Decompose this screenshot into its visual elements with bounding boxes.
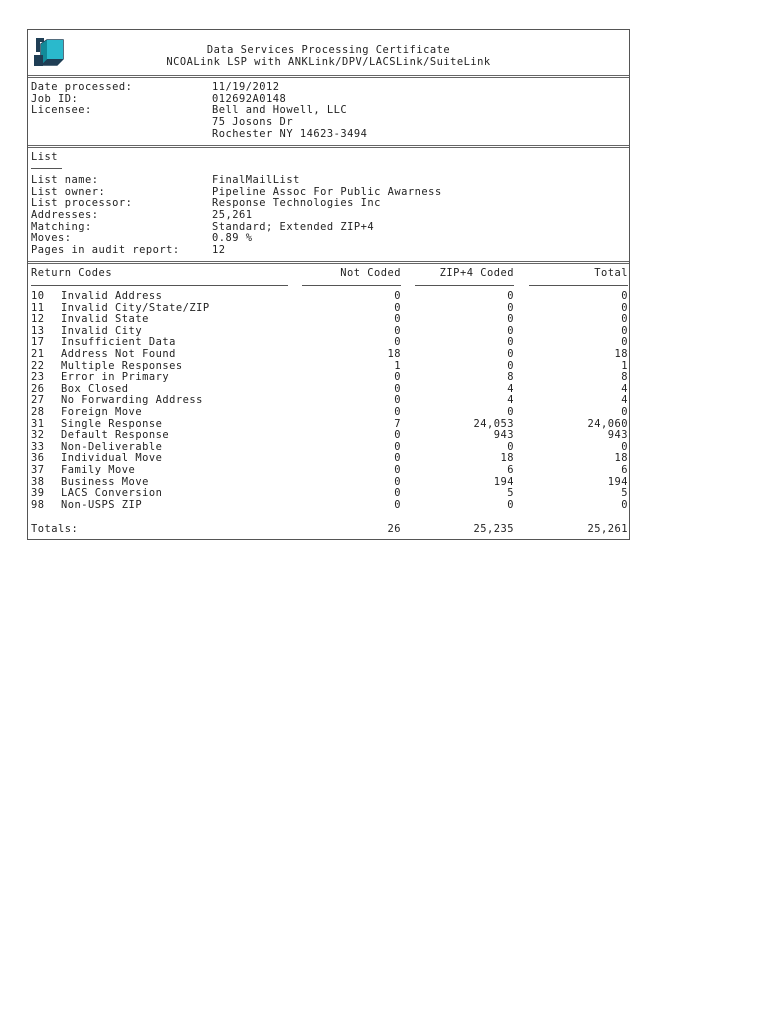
job-value: Bell and Howell, LLC (212, 104, 348, 116)
not-coded-value: 0 (394, 498, 401, 511)
return-code: 11 (31, 301, 45, 314)
not-coded-value: 0 (394, 464, 401, 476)
not-coded-value: 1 (394, 359, 401, 372)
zip4-coded-value: 6 (507, 464, 514, 476)
list-heading: List (31, 151, 59, 163)
not-coded-value: 0 (394, 371, 401, 384)
not-coded-value: 0 (394, 440, 401, 453)
header-rule (302, 285, 401, 286)
job-label: Licensee: (31, 104, 92, 116)
processing-certificate (27, 29, 630, 540)
return-code-description: Non-Deliverable (61, 440, 163, 453)
divider (28, 75, 629, 78)
total-value: 0 (621, 498, 628, 511)
zip4-coded-value: 0 (507, 336, 514, 349)
zip4-coded-value: 8 (507, 371, 514, 384)
not-coded-value: 0 (394, 487, 401, 500)
return-code: 26 (31, 382, 45, 395)
return-code: 32 (31, 429, 45, 442)
job-value: Rochester NY 14623-3494 (212, 128, 368, 140)
list-value: Standard; Extended ZIP+4 (212, 221, 375, 233)
job-label: Date processed: (31, 81, 133, 93)
total-value: 24,060 (587, 417, 628, 430)
zip4-coded-value: 0 (507, 348, 514, 360)
return-code-description: Invalid City/State/ZIP (61, 301, 210, 314)
list-value: FinalMailList (212, 174, 300, 186)
return-code: 28 (31, 406, 45, 418)
return-code: 37 (31, 464, 45, 476)
zip4-coded-value: 0 (507, 359, 514, 372)
zip4-coded-value: 4 (507, 394, 514, 407)
return-code: 13 (31, 324, 45, 337)
total-value: 0 (621, 290, 628, 302)
not-coded-value: 0 (394, 301, 401, 314)
return-code-description: Invalid State (61, 313, 149, 326)
zip4-coded-value: 5 (507, 487, 514, 500)
zip4-coded-value: 0 (507, 290, 514, 302)
job-label: Job ID: (31, 93, 79, 105)
list-label: Pages in audit report: (31, 244, 180, 256)
totals-total: 25,261 (587, 523, 628, 535)
total-value: 6 (621, 464, 628, 476)
return-code: 10 (31, 290, 45, 302)
return-code: 17 (31, 336, 45, 349)
return-code-description: Invalid City (61, 324, 143, 337)
zip4-coded-value: 18 (500, 452, 514, 465)
return-code-description: Single Response (61, 417, 163, 430)
list-heading-underline (31, 168, 62, 169)
not-coded-value: 0 (394, 313, 401, 326)
total-value: 0 (621, 440, 628, 453)
list-value: Response Technologies Inc (212, 197, 381, 209)
divider (28, 145, 629, 148)
total-value: 194 (607, 475, 628, 488)
not-coded-value: 0 (394, 406, 401, 418)
list-label: Moves: (31, 232, 72, 244)
not-coded-value: 0 (394, 336, 401, 349)
total-value: 18 (614, 452, 628, 465)
return-code-description: Multiple Responses (61, 359, 183, 372)
zip4-coded-value: 194 (493, 475, 514, 488)
total-value: 1 (621, 359, 628, 372)
total-value: 0 (621, 324, 628, 337)
not-coded-value: 0 (394, 394, 401, 407)
total-value: 943 (607, 429, 628, 442)
not-coded-header: Not Coded (340, 267, 401, 279)
return-code-description: Address Not Found (61, 348, 176, 360)
return-code: 27 (31, 394, 45, 407)
total-value: 0 (621, 406, 628, 418)
certificate-subtitle: NCOALink LSP with ANKLink/DPV/LACSLink/SuiteLink (166, 56, 491, 68)
zip4-coded-value: 24,053 (473, 417, 514, 430)
return-code-description: Business Move (61, 475, 149, 488)
return-code-description: Invalid Address (61, 290, 163, 302)
return-code-description: LACS Conversion (61, 487, 163, 500)
list-value: 25,261 (212, 209, 253, 221)
zip4-coded-header: ZIP+4 Coded (439, 267, 514, 279)
return-code: 39 (31, 487, 45, 500)
totals-label: Totals: (31, 523, 79, 535)
return-code-description: Non-USPS ZIP (61, 498, 143, 511)
not-coded-value: 0 (394, 324, 401, 337)
not-coded-value: 0 (394, 475, 401, 488)
not-coded-value: 18 (387, 348, 401, 360)
total-value: 4 (621, 394, 628, 407)
return-code: 38 (31, 475, 45, 488)
return-code: 33 (31, 440, 45, 453)
not-coded-value: 7 (394, 417, 401, 430)
certificate-header (28, 30, 629, 76)
zip4-coded-value: 4 (507, 382, 514, 395)
zip4-coded-value: 943 (493, 429, 514, 442)
list-label: List processor: (31, 197, 133, 209)
not-coded-value: 0 (394, 382, 401, 395)
total-value: 0 (621, 301, 628, 314)
return-codes-header: Return Codes (31, 267, 113, 279)
return-code: 21 (31, 348, 45, 360)
list-value: 12 (212, 244, 226, 256)
return-code-description: Default Response (61, 429, 170, 442)
total-value: 0 (621, 336, 628, 349)
list-label: List owner: (31, 186, 106, 198)
return-code: 98 (31, 498, 45, 511)
return-code-description: Individual Move (61, 452, 163, 465)
not-coded-value: 0 (394, 290, 401, 302)
zip4-coded-value: 0 (507, 440, 514, 453)
total-value: 0 (621, 313, 628, 326)
list-label: Matching: (31, 221, 92, 233)
zip4-coded-value: 0 (507, 301, 514, 314)
zip4-coded-value: 0 (507, 313, 514, 326)
header-rule (31, 285, 288, 286)
list-label: Addresses: (31, 209, 99, 221)
return-code-description: Box Closed (61, 382, 129, 395)
divider (28, 261, 629, 264)
not-coded-value: 0 (394, 429, 401, 442)
list-value: Pipeline Assoc For Public Awarness (212, 186, 442, 198)
list-label: List name: (31, 174, 99, 186)
total-value: 4 (621, 382, 628, 395)
return-code: 12 (31, 313, 45, 326)
total-value: 18 (614, 348, 628, 360)
list-value: 0.89 % (212, 232, 253, 244)
return-code-description: Family Move (61, 464, 136, 476)
return-code: 22 (31, 359, 45, 372)
total-value: 8 (621, 371, 628, 384)
totals-zip4-coded: 25,235 (473, 523, 514, 535)
total-header: Total (594, 267, 628, 279)
zip4-coded-value: 0 (507, 406, 514, 418)
header-rule (529, 285, 628, 286)
total-value: 5 (621, 487, 628, 500)
return-code: 23 (31, 371, 45, 384)
return-code-description: Error in Primary (61, 371, 170, 384)
certificate-title: Data Services Processing Certificate (206, 44, 451, 56)
return-code: 31 (31, 417, 45, 430)
return-code-description: Foreign Move (61, 406, 143, 418)
job-value: 012692A0148 (212, 93, 287, 105)
return-code: 36 (31, 452, 45, 465)
header-rule (415, 285, 514, 286)
return-code-description: Insufficient Data (61, 336, 176, 349)
not-coded-value: 0 (394, 452, 401, 465)
return-code-description: No Forwarding Address (61, 394, 203, 407)
job-value: 75 Josons Dr (212, 116, 294, 128)
totals-not-coded: 26 (387, 523, 401, 535)
zip4-coded-value: 0 (507, 498, 514, 511)
job-value: 11/19/2012 (212, 81, 280, 93)
zip4-coded-value: 0 (507, 324, 514, 337)
